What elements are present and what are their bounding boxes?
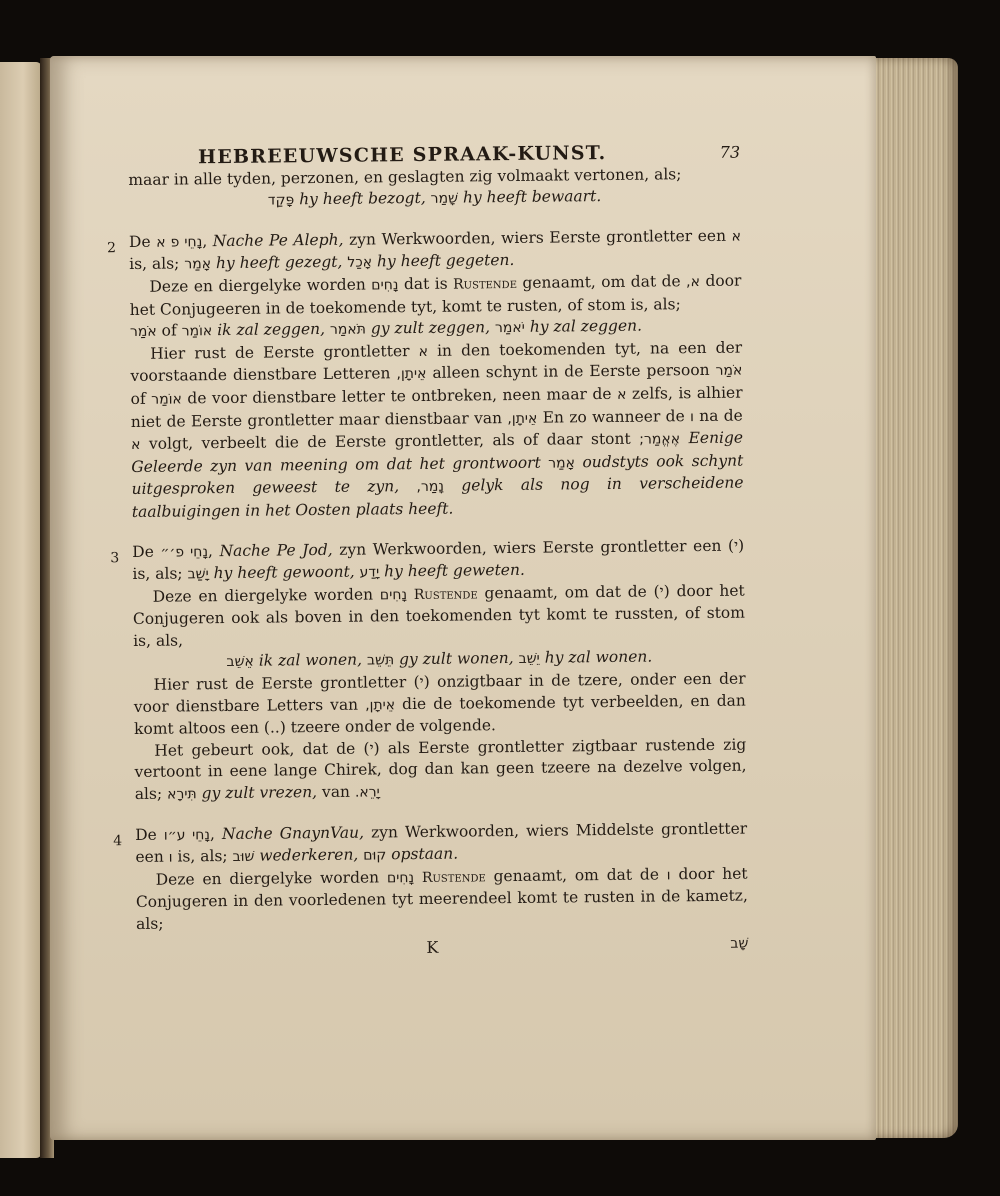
hebrew-word: אֵיתָן, <box>396 366 427 383</box>
hebrew-word: נָחֵי פ׳״ <box>160 543 209 561</box>
hebrew-word: נָחֵי פ א <box>156 234 203 251</box>
left-page-edge <box>0 62 42 1158</box>
text: De <box>132 542 154 561</box>
text: Hier rust de Eerste grontletter (י) onzigtbaar in de tzere, onder een der voor dienstbare Letters van <box>133 669 746 716</box>
text: in den toekomenden tyt, na een der voorstaande dienstbare Letteren <box>130 338 743 386</box>
verb-class-name: Nache GnaynVau, <box>221 823 365 843</box>
running-head: HEBREEUWSCHE SPRAAK-KUNST. <box>197 141 607 169</box>
hebrew-word: יָדַע <box>359 564 380 581</box>
text: En zo wanneer de <box>542 406 685 427</box>
gloss: ik zal wonen, <box>258 651 363 671</box>
section-2 <box>106 225 744 523</box>
text: de voor dienstbare letter te ontbreken, neen maar de <box>187 384 612 408</box>
section-3 <box>110 535 747 807</box>
hebrew-word: אֵיתָן, <box>365 696 396 714</box>
text: De <box>135 825 157 844</box>
gloss: hy heeft geweten. <box>384 560 525 581</box>
text: zyn Werkwoorden, wiers Middelste grontletter een <box>135 819 748 867</box>
text: genaamt, om dat de <box>493 865 660 886</box>
italic-note: oudstyts ook schynt uitgesproken geweest te zyn, <box>131 451 744 499</box>
text: zelfs, is alhier niet de Eerste grontletter maar dienstbaar van <box>130 383 743 431</box>
section-3-definition: De נָחֵי פ׳״, Nache Pe Jod, zyn Werkwoorden, wiers Eerste grontletter een (י) is, als; יָשַׁב hy heeft gewoont, יָדַע hy heeft geweten. <box>132 536 745 584</box>
section-4-para <box>136 863 749 935</box>
text: Deze en diergelyke worden <box>149 275 366 296</box>
small-caps-term: Rustende <box>453 275 518 293</box>
gloss: hy heeft bewaart. <box>462 187 602 207</box>
text: genaamt, om dat de <box>522 272 681 292</box>
hebrew-word: אֹמַר <box>715 362 743 380</box>
hebrew-word: אוֹמַר <box>181 323 213 340</box>
section-2-definition: De נָחֵי פ א, Nache Pe Aleph, zyn Werkwoorden, wiers Eerste grontletter een א is, als; אָמַר hy heeft gezegt, אָכַל hy heeft gegeten. <box>128 226 742 274</box>
hebrew-word: תִּירָא <box>167 786 197 803</box>
gloss: hy heeft gewoont, <box>213 562 355 583</box>
hebrew-word: תֵּשֵׁב <box>366 652 395 669</box>
hebrew-word: אֵיתָן, <box>507 410 538 427</box>
gloss: gy zult vrezen, <box>201 783 318 803</box>
small-caps-term: Rustende <box>421 869 486 886</box>
italic-note: Eenige Geleerde zyn van meening om dat het grontwoort <box>131 428 744 476</box>
hebrew-word: אוֹמַר <box>151 391 182 408</box>
text: Deze en diergelyke worden <box>155 868 380 889</box>
hebrew-word: פָּקַד <box>267 192 295 209</box>
text: zyn Werkwoorden, wiers Eerste grontletter een <box>348 226 727 249</box>
page-block-edge <box>870 58 958 1138</box>
intro-text: maar in alle tyden, perzonen, en geslagten zig volmaakt vertonen, als; <box>128 164 682 189</box>
hebrew-word: יֹאמַר <box>494 320 525 337</box>
hebrew-letter: א <box>731 228 742 245</box>
section-number: 4 <box>113 832 123 849</box>
hebrew-letter: ו <box>666 867 671 884</box>
section-4-definition: De נָחֵי ע״ו, Nache GnaynVau, zyn Werkwoorden, wiers Middelste grontletter een ו is, als; שׁוּב wederkeren, קוּם opstaan. <box>135 819 748 867</box>
page-number: 73 <box>719 142 741 162</box>
verb-class-name: Nache Pe Aleph, <box>212 230 344 250</box>
hebrew-word: יֵשֵׁב <box>518 651 540 668</box>
text: door het Conjugeren in den voorledenen tyt meerendeel komt te rusten in de kametz, als; <box>135 864 748 933</box>
hebrew-word: שׁוּב <box>232 848 255 866</box>
hebrew-letter: א <box>131 437 141 454</box>
text: Deze en diergelyke worden <box>152 585 374 606</box>
text: alleen schynt in de Eerste persoon <box>432 361 710 383</box>
page-text <box>106 141 749 962</box>
text: na de <box>699 406 743 425</box>
italic-note: gelyk als nog in verscheidene taalbuigingen in het Oosten plaats heeft. <box>131 473 744 521</box>
hebrew-word: אֹמַר <box>129 323 157 341</box>
hebrew-letter: א, <box>686 273 701 291</box>
gloss: wederkeren, <box>259 845 359 865</box>
section-3-para-2 <box>134 669 747 741</box>
hebrew-word: שָׁמַר <box>430 190 459 208</box>
hebrew-word: תֹּאמַר <box>329 321 367 339</box>
text: volgt, verbeelt die de Eerste grontletter, als of daar stont <box>148 429 631 453</box>
hebrew-word: אָמַר <box>184 256 212 273</box>
hebrew-word: אֵשֵׁב <box>226 654 254 671</box>
section-3-para-3 <box>134 734 747 806</box>
hebrew-word: נָחֵי ע״ו <box>163 826 211 844</box>
hebrew-word: אָכַל <box>347 254 373 272</box>
hebrew-word: אֶאֱמַר; <box>639 431 681 448</box>
hebrew-word: נָחִים <box>379 586 408 604</box>
hebrew-word: אָמַר <box>548 455 576 472</box>
text: De <box>128 232 151 251</box>
section-4 <box>113 818 748 935</box>
hebrew-word: יָשַׁב <box>187 566 209 583</box>
text: die de toekomende tyt verbeelden, en dan komt altoos een (..) tzeere onder de volgende. <box>133 691 746 739</box>
text: of <box>130 389 146 408</box>
small-caps-term: Rustende <box>413 586 478 603</box>
gloss: hy heeft bezogt, <box>299 189 426 209</box>
gloss: gy zult zeggen, <box>370 318 491 338</box>
gloss: opstaan. <box>391 844 459 864</box>
hebrew-letter: א <box>616 386 627 403</box>
gloss: gy zult wonen, <box>398 649 514 669</box>
gloss: hy heeft gezegt, <box>215 253 343 273</box>
text: Hier rust de Eerste grontletter <box>150 341 410 363</box>
section-3-para <box>133 580 746 652</box>
text: zyn Werkwoorden, wiers Eerste grontletter een (י) is, als; <box>132 536 745 584</box>
hebrew-word: נָחִים <box>371 277 399 294</box>
hebrew-word: יָרֵא. <box>354 784 380 801</box>
gloss: hy zal zeggen. <box>529 316 643 336</box>
hebrew-word: נָמַר, <box>416 479 445 496</box>
text: van <box>321 782 351 802</box>
text: door het Conjugeeren in de toekomende tyt, komt te rusten, of stom is, als; <box>129 271 742 319</box>
hebrew-word: קוּם <box>363 847 387 864</box>
section-number: 2 <box>106 239 117 257</box>
catchword: שָׁב <box>730 935 749 952</box>
section-2-para-2 <box>130 337 744 523</box>
text: of <box>161 321 177 340</box>
gloss: hy zal wonen. <box>544 648 653 668</box>
section-2-para <box>129 271 741 322</box>
text: Het gebeurt ook, dat de (י) als Eerste grontletter zigtbaar rustende zig vertoont in eene lange Chirek, dog dan kan geen tzeere na dezelve volgen, als; <box>134 735 747 803</box>
gloss: hy heeft gegeten. <box>376 251 515 271</box>
text: is, als; <box>177 847 228 866</box>
hebrew-word: נָחִים <box>386 869 415 887</box>
section-number: 3 <box>110 549 120 566</box>
text: dat is <box>403 274 448 294</box>
signature-mark: K <box>426 937 439 957</box>
verb-class-name: Nache Pe Jod, <box>219 540 333 560</box>
hebrew-letter: א <box>418 343 429 360</box>
hebrew-letter: ו <box>168 849 173 866</box>
text: genaamt, om dat de (י) door het Conjugeren ook als boven in den toekomenden tyt komt te russten, of stom is, als, <box>132 581 745 650</box>
text: is, als; <box>129 254 180 274</box>
hebrew-letter: ו <box>689 408 694 425</box>
gloss: ik zal zeggen, <box>217 320 326 340</box>
